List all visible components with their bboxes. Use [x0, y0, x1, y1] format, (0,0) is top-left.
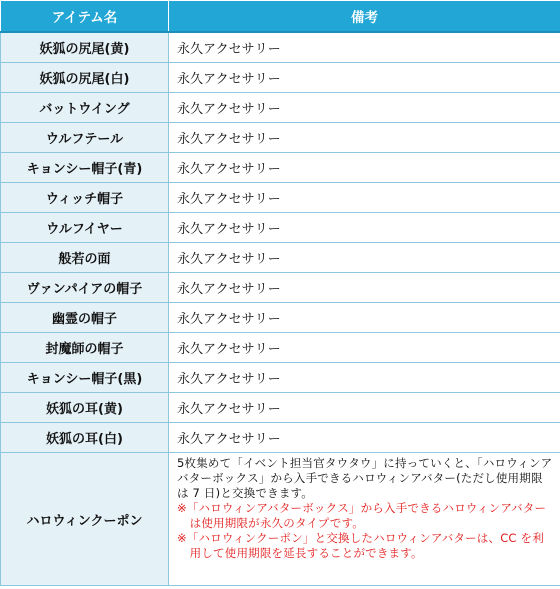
item-name-cell: 幽霊の帽子 — [1, 303, 169, 333]
item-name-cell: 封魔師の帽子 — [1, 333, 169, 363]
header-remarks: 備考 — [169, 1, 560, 33]
item-note-cell: 永久アクセサリー — [169, 32, 560, 63]
table-row — [1, 333, 560, 363]
item-name-cell: キョンシー帽子(青) — [1, 153, 169, 183]
coupon-warning-1: ※「ハロウィンアバターボックス」から入手できるハロウィンアバターは使用期限が永久のタイプです。 — [177, 501, 547, 530]
table-row — [1, 153, 560, 183]
item-name-cell: ヴァンパイアの帽子 — [1, 273, 169, 303]
table-row — [1, 183, 560, 213]
item-note-cell: 永久アクセサリー — [169, 153, 560, 183]
item-note-cell: 永久アクセサリー — [169, 63, 560, 93]
item-note-cell: 永久アクセサリー — [169, 333, 560, 363]
item-name-cell: ウルフイヤー — [1, 213, 169, 243]
coupon-note-cell — [169, 453, 560, 586]
item-name-cell: 妖狐の尻尾(黄) — [1, 32, 169, 63]
item-name-cell: ウルフテール — [1, 123, 169, 153]
item-note-cell: 永久アクセサリー — [169, 303, 560, 333]
item-name-cell: 妖狐の尻尾(白) — [1, 63, 169, 93]
table-row — [1, 393, 560, 423]
table-row — [1, 93, 560, 123]
table-row — [1, 123, 560, 153]
item-note-cell: 永久アクセサリー — [169, 273, 560, 303]
item-name-cell: 般若の面 — [1, 243, 169, 273]
item-note-cell: 永久アクセサリー — [169, 423, 560, 453]
table-row — [1, 63, 560, 93]
table-row — [1, 303, 560, 333]
table-row — [1, 243, 560, 273]
item-note-cell: 永久アクセサリー — [169, 213, 560, 243]
item-note-cell: 永久アクセサリー — [169, 363, 560, 393]
table-header-row — [1, 1, 560, 33]
table-row — [1, 273, 560, 303]
item-name-cell: キョンシー帽子(黒) — [1, 363, 169, 393]
item-note-cell: 永久アクセサリー — [169, 183, 560, 213]
item-note-cell: 永久アクセサリー — [169, 123, 560, 153]
table-row — [1, 213, 560, 243]
item-note-cell: 永久アクセサリー — [169, 393, 560, 423]
item-name-cell: ウィッチ帽子 — [1, 183, 169, 213]
item-name-cell: 妖狐の耳(白) — [1, 423, 169, 453]
coupon-name-cell: ハロウィンクーポン — [1, 453, 169, 586]
header-item-name: アイテム名 — [1, 1, 169, 33]
coupon-row — [1, 453, 560, 586]
table-row — [1, 423, 560, 453]
table-row — [1, 363, 560, 393]
item-name-cell: 妖狐の耳(黄) — [1, 393, 169, 423]
table-row — [1, 32, 560, 63]
item-name-cell: バットウイング — [1, 93, 169, 123]
item-note-cell: 永久アクセサリー — [169, 93, 560, 123]
coupon-description: 5枚集めて「イベント担当官タウタウ」に持っていくと、「ハロウィンアバターボックス」から入手できるハロウィンアバター(ただし使用期限は 7 日)と交換できます。 — [177, 456, 553, 500]
item-note-cell: 永久アクセサリー — [169, 243, 560, 273]
coupon-warning-2: ※「ハロウィンクーポン」と交換したハロウィンアバターは、CC を利用して使用期限を延長することができます。 — [177, 531, 544, 560]
